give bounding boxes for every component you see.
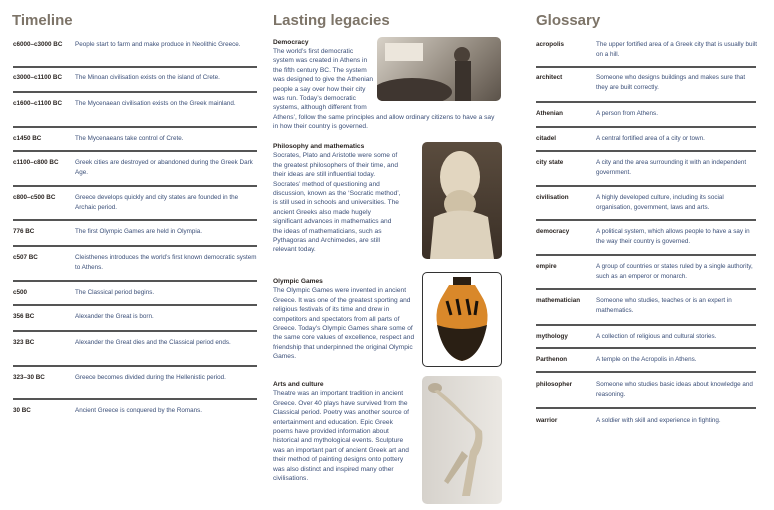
timeline-date: 356 BC xyxy=(13,313,35,320)
section-text: The world’s first democratic system was created in Athens in the fifth century BC. The system was designed to give the Athenian people a say over how their city was run. Today’s democratic systems, although different from Athens’, follow the same principles and allow ordinary citizens to have a say in how their country is governed. xyxy=(273,48,495,131)
glossary-term: city state xyxy=(536,159,564,166)
row-divider xyxy=(536,288,756,290)
row-divider xyxy=(13,219,257,221)
timeline-date: 323–30 BC xyxy=(13,374,45,381)
timeline-date: 323 BC xyxy=(13,339,35,346)
glossary-term: warrior xyxy=(536,417,558,424)
glossary-definition: A temple on the Acropolis in Athens. xyxy=(596,356,697,363)
glossary-term: mythology xyxy=(536,333,568,340)
glossary-definition: A soldier with skill and experience in fighting. xyxy=(596,417,721,424)
row-divider xyxy=(536,254,756,256)
row-divider xyxy=(536,126,756,128)
glossary-definition: A group of countries or states ruled by a single authority, such as an emperor or monarch. xyxy=(596,263,753,280)
timeline-event: Cleisthenes introduces the world’s first known democratic system to Athens. xyxy=(75,254,257,271)
row-divider xyxy=(13,330,257,332)
row-divider xyxy=(13,150,257,152)
section-heading: Philosophy and mathematics xyxy=(273,143,365,150)
timeline-date: c800–c500 BC xyxy=(13,194,56,201)
timeline-date: c1100–c800 BC xyxy=(13,159,59,166)
glossary-definition: A city and the area surrounding it with an independent government. xyxy=(596,159,747,176)
glossary-definition: A political system, which allows people to have a say in the way their country is governed. xyxy=(596,228,750,245)
timeline-date: c507 BC xyxy=(13,254,38,261)
glossary-definition: Someone who studies basic ideas about knowledge and reasoning. xyxy=(596,381,753,398)
timeline-event: The Mycenaeans take control of Crete. xyxy=(75,135,184,142)
row-divider xyxy=(13,66,257,68)
timeline-event: People start to farm and make produce in Neolithic Greece. xyxy=(75,41,241,48)
glossary-definition: Someone who studies, teaches or is an expert in mathematics. xyxy=(596,297,732,314)
row-divider xyxy=(13,245,257,247)
timeline-event: Greek cities are destroyed or abandoned during the Greek Dark Age. xyxy=(75,159,253,176)
glossary-term: democracy xyxy=(536,228,570,235)
row-divider xyxy=(536,407,756,409)
row-divider xyxy=(536,150,756,152)
timeline-title: Timeline xyxy=(12,12,73,29)
glossary-term: civilisation xyxy=(536,194,569,201)
row-divider xyxy=(536,185,756,187)
glossary-definition: A collection of religious and cultural stories. xyxy=(596,333,717,340)
timeline-date: c500 xyxy=(13,289,28,296)
timeline-event: Greece becomes divided during the Hellenistic period. xyxy=(75,374,226,381)
timeline-date: c6000–c3000 BC xyxy=(13,41,63,48)
glossary-term: citadel xyxy=(536,135,556,142)
row-divider xyxy=(13,280,257,282)
timeline-event: The Classical period begins. xyxy=(75,289,155,296)
row-divider xyxy=(13,126,257,128)
row-divider xyxy=(536,371,756,373)
greek-vase-image xyxy=(422,272,502,367)
glossary-definition: A highly developed culture, including its social organisation, government, laws and arts. xyxy=(596,194,724,211)
row-divider xyxy=(13,365,257,367)
legacies-title: Lasting legacies xyxy=(273,12,390,29)
section-text: The Olympic Games were invented in ancient Greece. It was one of the greatest sporting and religious festivals of its time and drew in competitors and spectators from all parts of Greece. Today’s Olympic Games share some of the same core values of excellence, respect and friendship that underpinned the original Olympic Games. xyxy=(273,287,415,361)
credit-text xyxy=(766,330,772,510)
row-divider xyxy=(13,304,257,306)
row-divider xyxy=(536,219,756,221)
row-divider xyxy=(13,398,257,400)
section-text: Socrates, Plato and Aristotle were some of the greatest philosophers of their time, and their ideas are still influential today. Socrates’ method of questioning and discussion, known as the ‘Socratic method’, is still used in schools and universities. The ancient Greeks also made hugely significant advances in mathematics and the ideas of mathematicians, such as Pythagoras and Archimedes, are still relevant today. xyxy=(273,152,401,254)
glossary-term: architect xyxy=(536,74,563,81)
section-heading: Democracy xyxy=(273,39,309,46)
arts-section xyxy=(273,380,413,483)
glossary-term: philosopher xyxy=(536,381,573,388)
discus-thrower-statue-image xyxy=(422,376,502,504)
timeline-date: c3000–c1100 BC xyxy=(13,74,63,81)
glossary-term: Parthenon xyxy=(536,356,568,363)
philosopher-bust-image xyxy=(422,142,502,259)
timeline-event: The Minoan civilisation exists on the island of Crete. xyxy=(75,74,220,81)
glossary-title: Glossary xyxy=(536,12,601,29)
row-divider xyxy=(536,66,756,68)
democracy-section xyxy=(273,38,373,47)
glossary-definition: The upper fortified area of a Greek city that is usually built on a hill. xyxy=(596,41,758,58)
row-divider xyxy=(13,91,257,93)
section-heading: Arts and culture xyxy=(273,381,324,388)
glossary-definition: Someone who designs buildings and makes sure that they are built correctly. xyxy=(596,74,746,91)
timeline-event: The first Olympic Games are held in Olympia. xyxy=(75,228,203,235)
glossary-term: empire xyxy=(536,263,557,270)
timeline-event: Ancient Greece is conquered by the Romans. xyxy=(75,407,203,414)
timeline-date: 776 BC xyxy=(13,228,35,235)
row-divider xyxy=(13,185,257,187)
glossary-term: mathematician xyxy=(536,297,581,304)
row-divider xyxy=(536,347,756,349)
glossary-definition: A central fortified area of a city or town. xyxy=(596,135,705,142)
glossary-term: acropolis xyxy=(536,41,564,48)
timeline-event: Greece develops quickly and city states are founded in the Archaic period. xyxy=(75,194,239,211)
olympic-section xyxy=(273,277,415,362)
row-divider xyxy=(536,324,756,326)
timeline-date: 30 BC xyxy=(13,407,31,414)
section-heading: Olympic Games xyxy=(273,278,323,285)
democracy-engraving-image xyxy=(377,37,501,101)
timeline-event: The Mycenaean civilisation exists on the Greek mainland. xyxy=(75,100,236,107)
timeline-event: Alexander the Great is born. xyxy=(75,313,154,320)
glossary-term: Athenian xyxy=(536,110,563,117)
row-divider xyxy=(536,101,756,103)
timeline-date: c1450 BC xyxy=(13,135,42,142)
glossary-definition: A person from Athens. xyxy=(596,110,658,117)
timeline-event: Alexander the Great dies and the Classical period ends. xyxy=(75,339,231,346)
section-text: Theatre was an important tradition in ancient Greece. Over 40 plays have survived from the Classical period. Poetry was another source of entertainment and education. Epic Greek poems have provided information about historical and mythological events. Sculpture was an important part of ancient Greek art and their method of painting designs onto pottery was also distinct and inspired many other civilisations. xyxy=(273,390,409,483)
timeline-date: c1600–c1100 BC xyxy=(13,100,63,107)
philosophy-section xyxy=(273,142,401,255)
